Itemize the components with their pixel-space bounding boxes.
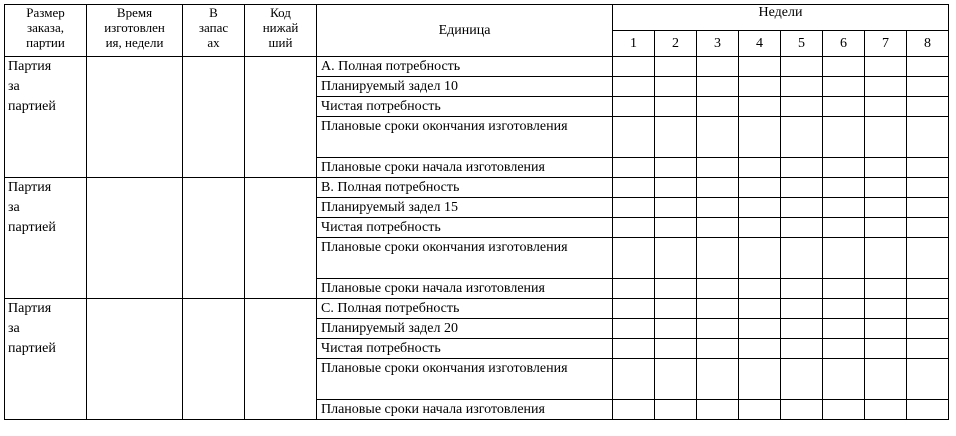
week-cell — [655, 359, 697, 400]
week-cell — [865, 198, 907, 218]
week-cell — [823, 359, 865, 400]
week-cell — [655, 299, 697, 319]
week-cell — [613, 178, 655, 198]
unit-row-label: В. Полная потребность — [317, 178, 613, 198]
week-cell — [907, 400, 949, 420]
unit-row-label: Планируемый задел 20 — [317, 319, 613, 339]
week-cell — [697, 218, 739, 238]
week-cell — [697, 400, 739, 420]
week-cell — [823, 400, 865, 420]
week-cell — [739, 97, 781, 117]
week-cell — [823, 158, 865, 178]
week-cell — [655, 198, 697, 218]
lot-policy-line: партией — [8, 220, 56, 235]
week-number: 1 — [613, 31, 655, 57]
header-weeks: Недели — [613, 5, 949, 31]
low-level-code-cell — [245, 178, 317, 299]
week-cell — [907, 359, 949, 400]
week-cell — [865, 238, 907, 279]
week-cell — [613, 117, 655, 158]
unit-row-label: Плановые сроки окончания изготовления — [317, 238, 613, 279]
in-stock-cell — [183, 178, 245, 299]
week-cell — [823, 57, 865, 77]
table-row — [5, 178, 949, 198]
week-cell — [781, 77, 823, 97]
week-cell — [907, 238, 949, 279]
week-cell — [865, 218, 907, 238]
week-cell — [823, 218, 865, 238]
week-cell — [907, 77, 949, 97]
header-row-1 — [5, 5, 949, 31]
week-cell — [907, 279, 949, 299]
week-cell — [865, 178, 907, 198]
table-row — [5, 57, 949, 77]
header-lead-time: Время изготовлен ия, недели — [87, 5, 183, 57]
unit-row-label: Плановые сроки начала изготовления — [317, 279, 613, 299]
unit-row-label: А. Полная потребность — [317, 57, 613, 77]
week-cell — [781, 158, 823, 178]
week-number: 3 — [697, 31, 739, 57]
week-cell — [613, 77, 655, 97]
week-cell — [739, 299, 781, 319]
week-cell — [655, 117, 697, 158]
week-cell — [781, 279, 823, 299]
unit-row-label: Чистая потребность — [317, 339, 613, 359]
week-cell — [739, 218, 781, 238]
week-cell — [865, 77, 907, 97]
week-cell — [697, 299, 739, 319]
week-cell — [781, 218, 823, 238]
header-low-level-code: Код нижай ший — [245, 5, 317, 57]
week-cell — [823, 198, 865, 218]
week-cell — [613, 299, 655, 319]
week-cell — [739, 158, 781, 178]
unit-row-label: Чистая потребность — [317, 97, 613, 117]
week-cell — [865, 339, 907, 359]
unit-row-label: Плановые сроки окончания изготовления — [317, 359, 613, 400]
lot-policy-cell — [5, 57, 87, 178]
lot-policy-line: Партия — [8, 180, 52, 195]
unit-row-label: С. Полная потребность — [317, 299, 613, 319]
low-level-code-cell — [245, 57, 317, 178]
week-cell — [823, 339, 865, 359]
week-cell — [739, 359, 781, 400]
week-cell — [613, 238, 655, 279]
week-number: 2 — [655, 31, 697, 57]
lot-policy-line: партией — [8, 99, 56, 114]
week-cell — [697, 238, 739, 279]
week-cell — [613, 97, 655, 117]
week-cell — [865, 158, 907, 178]
lot-policy-cell — [5, 178, 87, 299]
week-cell — [613, 198, 655, 218]
week-cell — [865, 117, 907, 158]
week-cell — [781, 198, 823, 218]
week-cell — [907, 158, 949, 178]
header-unit: Единица — [317, 5, 613, 57]
week-cell — [739, 400, 781, 420]
unit-row-label: Плановые сроки начала изготовления — [317, 400, 613, 420]
week-cell — [907, 339, 949, 359]
week-cell — [781, 400, 823, 420]
week-cell — [781, 299, 823, 319]
week-cell — [823, 117, 865, 158]
mrp-planning-table — [4, 4, 949, 420]
week-cell — [865, 359, 907, 400]
lot-policy-line: за — [8, 200, 20, 215]
week-cell — [781, 339, 823, 359]
week-cell — [907, 57, 949, 77]
in-stock-cell — [183, 299, 245, 420]
week-cell — [697, 158, 739, 178]
lead-time-cell — [87, 178, 183, 299]
week-cell — [907, 178, 949, 198]
unit-row-label: Плановые сроки окончания изготовления — [317, 117, 613, 158]
lot-policy-line: Партия — [8, 301, 52, 316]
in-stock-cell — [183, 57, 245, 178]
week-cell — [907, 198, 949, 218]
week-cell — [739, 77, 781, 97]
week-number: 6 — [823, 31, 865, 57]
week-cell — [865, 97, 907, 117]
unit-row-label: Планируемый задел 15 — [317, 198, 613, 218]
week-cell — [739, 238, 781, 279]
week-cell — [655, 339, 697, 359]
week-cell — [655, 400, 697, 420]
lead-time-cell — [87, 299, 183, 420]
week-cell — [739, 57, 781, 77]
unit-row-label: Чистая потребность — [317, 218, 613, 238]
lot-policy-line: партией — [8, 341, 56, 356]
week-cell — [655, 97, 697, 117]
week-cell — [865, 319, 907, 339]
week-cell — [781, 319, 823, 339]
week-cell — [823, 238, 865, 279]
week-cell — [655, 158, 697, 178]
week-cell — [823, 299, 865, 319]
lead-time-cell — [87, 57, 183, 178]
low-level-code-cell — [245, 299, 317, 420]
week-cell — [739, 178, 781, 198]
week-cell — [613, 400, 655, 420]
week-cell — [865, 279, 907, 299]
lot-policy-line: за — [8, 79, 20, 94]
week-cell — [697, 97, 739, 117]
table-body — [5, 57, 949, 420]
week-cell — [781, 97, 823, 117]
week-cell — [865, 57, 907, 77]
week-cell — [697, 319, 739, 339]
week-number: 7 — [865, 31, 907, 57]
week-number: 5 — [781, 31, 823, 57]
week-cell — [739, 117, 781, 158]
week-cell — [823, 97, 865, 117]
week-cell — [613, 339, 655, 359]
week-cell — [781, 238, 823, 279]
week-cell — [907, 299, 949, 319]
week-cell — [697, 279, 739, 299]
header-lot-size: Размер заказа, партии — [5, 5, 87, 57]
week-cell — [613, 158, 655, 178]
week-cell — [781, 178, 823, 198]
week-cell — [655, 279, 697, 299]
week-cell — [613, 359, 655, 400]
week-cell — [613, 319, 655, 339]
week-cell — [697, 339, 739, 359]
unit-row-label: Планируемый задел 10 — [317, 77, 613, 97]
week-cell — [655, 218, 697, 238]
week-cell — [823, 279, 865, 299]
week-cell — [655, 77, 697, 97]
lot-policy-line: Партия — [8, 59, 52, 74]
week-cell — [613, 218, 655, 238]
week-cell — [865, 400, 907, 420]
week-number: 4 — [739, 31, 781, 57]
week-number: 8 — [907, 31, 949, 57]
week-cell — [697, 117, 739, 158]
week-cell — [907, 319, 949, 339]
unit-row-label: Плановые сроки начала изготовления — [317, 158, 613, 178]
week-cell — [613, 279, 655, 299]
header-in-stock: В запас ах — [183, 5, 245, 57]
week-cell — [655, 178, 697, 198]
week-cell — [739, 339, 781, 359]
week-cell — [613, 57, 655, 77]
week-cell — [907, 117, 949, 158]
week-cell — [823, 77, 865, 97]
week-cell — [823, 178, 865, 198]
week-cell — [739, 319, 781, 339]
week-cell — [697, 57, 739, 77]
table-row — [5, 299, 949, 319]
week-cell — [781, 117, 823, 158]
week-cell — [697, 77, 739, 97]
week-cell — [907, 97, 949, 117]
week-cell — [823, 319, 865, 339]
week-cell — [781, 359, 823, 400]
week-cell — [781, 57, 823, 77]
week-cell — [739, 198, 781, 218]
week-cell — [697, 178, 739, 198]
week-cell — [697, 198, 739, 218]
week-cell — [655, 319, 697, 339]
week-cell — [655, 57, 697, 77]
week-cell — [739, 279, 781, 299]
week-cell — [907, 218, 949, 238]
lot-policy-cell — [5, 299, 87, 420]
lot-policy-line: за — [8, 321, 20, 336]
week-cell — [655, 238, 697, 279]
week-cell — [865, 299, 907, 319]
week-cell — [697, 359, 739, 400]
